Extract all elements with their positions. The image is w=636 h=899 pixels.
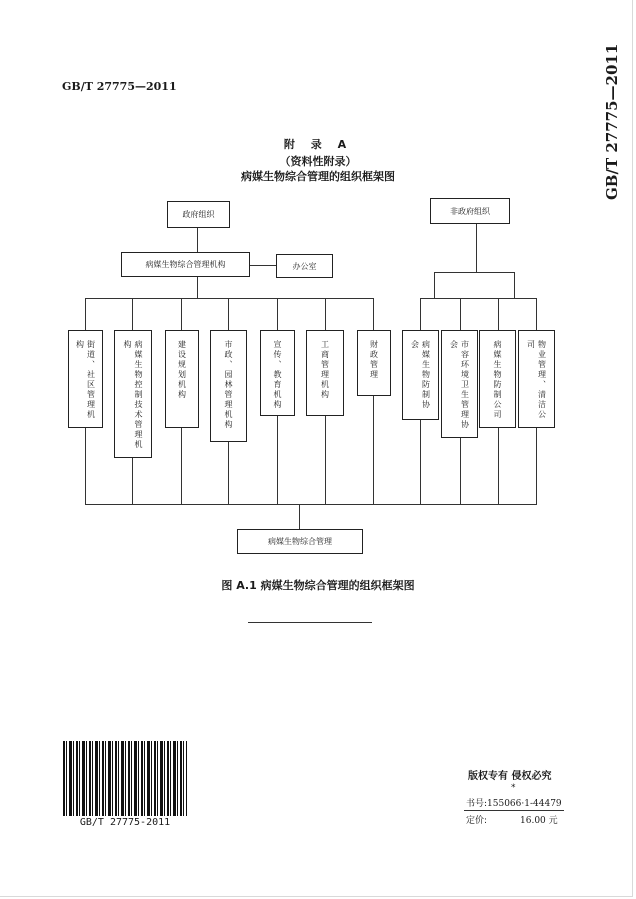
gov-unit-label: 街道、社区管理机构 <box>75 340 96 420</box>
gov-unit-street-community <box>68 330 103 428</box>
connector-to-integrated <box>299 504 300 529</box>
annex-label: 附 录 A <box>283 138 353 151</box>
barcode-number: GB/T 27775-2011 <box>79 817 171 828</box>
gov-unit-label: 财政管理 <box>369 340 379 380</box>
connector-ngo-down <box>476 224 477 272</box>
connector-ngo-unit-4 <box>536 298 537 330</box>
ngo-unit-vector-company <box>479 330 516 428</box>
standard-code-side: GB/T 27775—2011 <box>603 43 621 200</box>
gov-unit-label: 工商管理机构 <box>320 340 330 400</box>
ngo-unit-property-cleaning <box>518 330 555 428</box>
connector-bottom-2 <box>132 458 133 504</box>
connector-unit-5 <box>277 298 278 330</box>
figure-caption: 图 A.1 病媒生物综合管理的组织框架图 <box>221 579 415 592</box>
price-value: 16.00 元 <box>520 816 558 826</box>
non-gov-org-box: 非政府组织 <box>430 198 510 224</box>
ngo-unit-vector-association <box>402 330 439 420</box>
connector-gov-to-agency <box>197 228 198 252</box>
gov-unit-label: 病媒生物控制技术管理机构 <box>123 340 143 450</box>
gov-unit-industry-commerce <box>306 330 344 416</box>
connector-unit-1 <box>85 298 86 330</box>
annex-type: （资料性附录） <box>279 155 357 168</box>
gov-org-box: 政府组织 <box>167 201 230 228</box>
office-box: 办公室 <box>276 254 333 278</box>
connector-bottom-8 <box>420 420 421 504</box>
gov-unit-label: 市政、园林管理机构 <box>224 340 233 430</box>
gov-unit-label: 建设规划机构 <box>177 340 187 400</box>
ngo-unit-label: 病媒生物防制协会 <box>410 340 431 410</box>
gov-unit-label: 宣传、教育机构 <box>273 340 282 410</box>
end-rule <box>248 622 372 623</box>
connector-bottom-bus <box>85 504 537 505</box>
connector-ngo-unit-3 <box>498 298 499 330</box>
ngo-unit-label: 物业管理、清洁公司 <box>526 340 547 420</box>
connector-bottom-6 <box>325 416 326 504</box>
gov-unit-finance <box>357 330 391 396</box>
ngo-unit-sanitation-association <box>441 330 478 438</box>
connector-bottom-10 <box>498 428 499 504</box>
connector-agency-to-office <box>250 265 276 266</box>
ngo-unit-label: 市容环境卫生管理协会 <box>449 340 470 430</box>
connector-unit-3 <box>181 298 182 330</box>
connector-bottom-4 <box>228 442 229 504</box>
connector-ngo-bus <box>420 298 536 299</box>
integrated-mgmt-box: 病媒生物综合管理 <box>237 529 363 554</box>
connector-bottom-9 <box>460 438 461 504</box>
gov-unit-municipal-garden <box>210 330 247 442</box>
connector-agency-down <box>197 277 198 298</box>
connector-unit-7 <box>373 298 374 330</box>
gov-unit-publicity-education <box>260 330 295 416</box>
connector-unit-2 <box>132 298 133 330</box>
connector-ngo-left <box>434 272 435 298</box>
standard-code-header: GB/T 27775—2011 <box>62 80 177 93</box>
connector-ngo-bus-top <box>434 272 514 273</box>
connector-ngo-right <box>514 272 515 298</box>
connector-bottom-11 <box>536 428 537 504</box>
book-number: 书号:155066·1-44479 <box>466 799 562 809</box>
price-label: 定价: <box>466 816 488 826</box>
ngo-unit-label: 病媒生物防制公司 <box>493 340 502 420</box>
connector-bottom-7 <box>373 396 374 504</box>
mgmt-agency-box: 病媒生物综合管理机构 <box>121 252 250 277</box>
connector-bottom-1 <box>85 428 86 504</box>
connector-bottom-3 <box>181 428 182 504</box>
annex-title: 病媒生物综合管理的组织框架图 <box>241 170 395 183</box>
connector-ngo-unit-2 <box>460 298 461 330</box>
connector-unit-6 <box>325 298 326 330</box>
connector-ngo-unit-1 <box>420 298 421 330</box>
gov-unit-vector-control-tech <box>114 330 152 458</box>
connector-bottom-5 <box>277 416 278 504</box>
connector-unit-4 <box>228 298 229 330</box>
connector-gov-bus <box>85 298 373 299</box>
star-mark: * <box>511 783 516 793</box>
price-rule <box>464 810 564 811</box>
barcode-image <box>63 741 187 816</box>
gov-unit-construction-planning <box>165 330 199 428</box>
copyright-notice: 版权专有 侵权必究 <box>468 771 552 782</box>
